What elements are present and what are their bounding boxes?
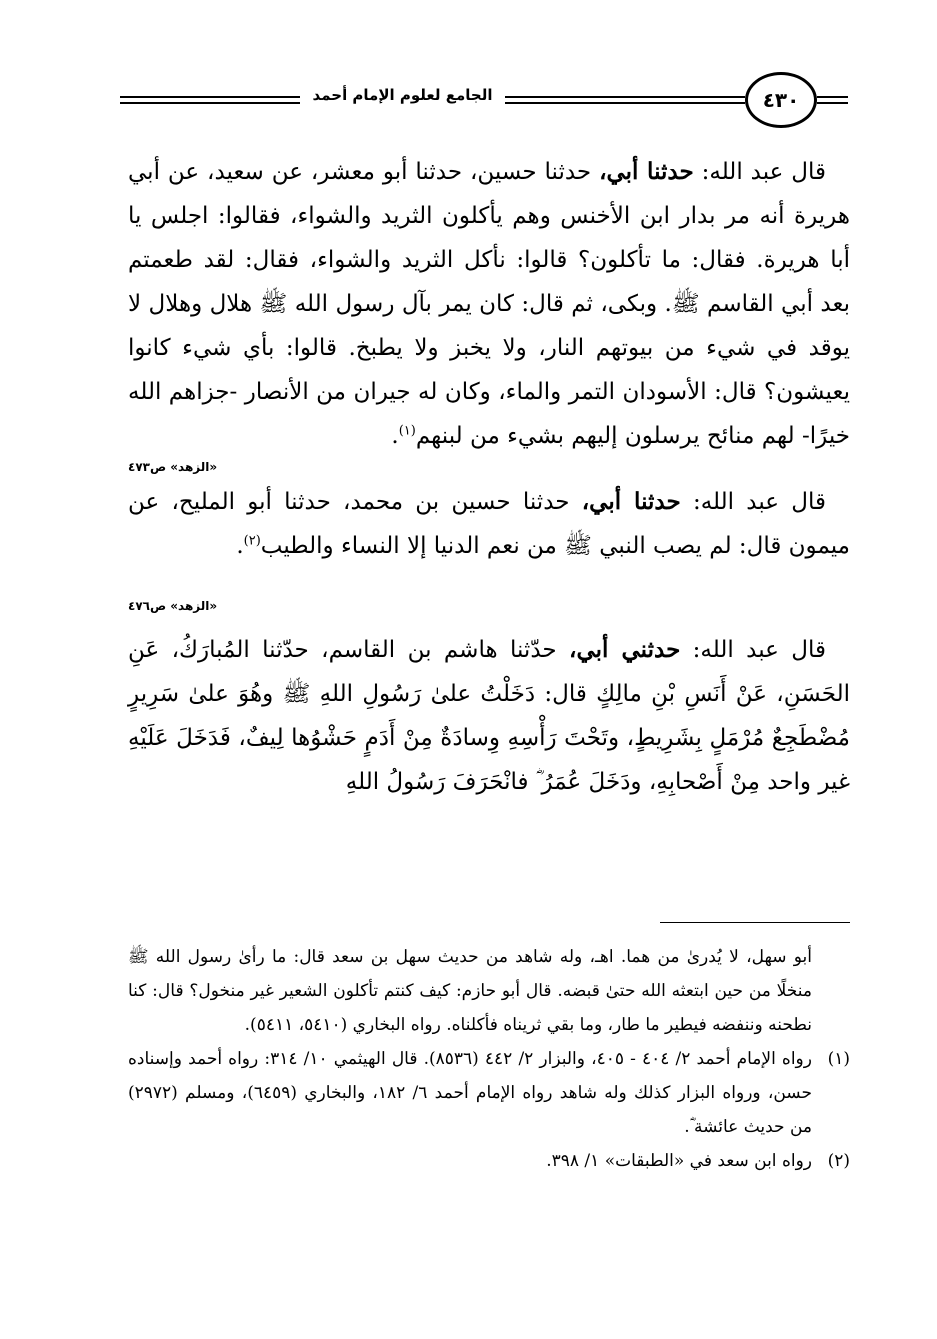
narration-lead: قال عبد الله:: [680, 489, 826, 515]
narration-text: حدّثنا هاشم بن القاسم، حدّثنا المُبارَكُ، عَنِ الحَسَنِ، عَنْ أَنَسِ بْنِ مالِكٍ قال: دَخَلْتُ علىٰ رَسُولِ اللهِ ﷺ وهُوَ علىٰ سَرِيرٍ مُضْطَجِعٌ مُرْمَلٍ بِشَرِيطٍ، وتَحْتَ رَأْسِهِ وِسادَةٌ مِنْ أَدَمٍ حَشْوُها لِيفٌ، فَدَخَلَ عَلَيْهِ غير واحد مِنْ أَصْحابِهِ، ودَخَلَ عُمَرُ ؓ فانْحَرَفَ رَسُولُ اللهِ: [128, 637, 850, 795]
hadith-paragraph-3: [128, 628, 850, 804]
source-citation-2: «الزهد» ص٤٧٦: [128, 599, 218, 613]
narration-lead: قال عبد الله:: [693, 159, 826, 185]
footnote-continuation: أبو سهل، لا يُدرىٰ من هما. اهـ، وله شاهد من حديث سهل بن سعد قال: ما رأىٰ رسول الله ﷺ منخلًا من حين ابتعثه الله حتىٰ قبضه. قال أبو حازم: كيف كنتم تأكلون الشعير غير منخول؟ قال: كنا نطحنه وننفضه فيطير ما طار، وما بقي ثريناه فأكلناه. رواه البخاري (٥٤١٠، ٥٤١١).: [128, 947, 812, 1035]
narration-end: .: [236, 533, 244, 559]
footnote-text: رواه ابن سعد في «الطبقات» ١/ ٣٩٨.: [546, 1151, 812, 1171]
narration-chain-bold: حدثنا أبي،: [581, 488, 681, 515]
narration-text: حدثنا حسين، حدثنا أبو معشر، عن سعيد، عن أبي هريرة أنه مر بدار ابن الأخنس وهم يأكلون الثريد والشواء، فقالوا: اجلس يا أبا هريرة. فقال: ما تأكلون؟ قالوا: نأكل الثريد والشواء، فقال: لقد طعمتم بعد أبي القاسم ﷺ. وبكى، ثم قال: كان يمر بآل رسول الله ﷺ هلال وهلال لا يوقد في شيء من بيوتهم النار، ولا يخبز ولا يطبخ. قالوا: بأي شيء كانوا يعيشون؟ قال: الأسودان التمر والماء، وكان له جيران من الأنصار -جزاهم الله خيرًا- لهم منائح يرسلون إليهم بشيء من لبنهم: [128, 159, 850, 449]
page-header: [120, 72, 848, 128]
footnote-ref-2: (٢): [243, 533, 261, 549]
footnote-number: (١): [827, 1049, 850, 1069]
footnote-2: [128, 1144, 850, 1178]
header-rule-right-bottom: [817, 102, 848, 104]
hadith-paragraph-2: [128, 480, 850, 613]
narration-text: حدثنا حسين بن محمد، حدثنا أبو المليح، عن ميمون قال: لم يصب النبي ﷺ من نعم الدنيا إلا النساء والطيب: [128, 489, 850, 559]
footnote-number: (٢): [827, 1151, 850, 1171]
footnote-ref-1: (١): [398, 423, 416, 439]
page-number: ٤٣٠: [762, 88, 800, 112]
footnote-text: رواه الإمام أحمد ٢/ ٤٠٤ - ٤٠٥، والبزار ٢/ ٤٤٢ (٨٥٣٦). قال الهيثمي ١٠/ ٣١٤: رواه أحمد وإسناده حسن، ورواه البزار كذلك وله شاهد رواه الإمام أحمد ٦/ ١٨٢، والبخاري (٦٤٥٩)، ومسلم (٢٩٧٢) من حديث عائشة ؓ.: [128, 1049, 812, 1137]
narration-end: .: [391, 423, 399, 449]
page-number-badge: [745, 72, 817, 128]
hadith-paragraph-1: [128, 150, 850, 458]
footnote-separator: [660, 922, 850, 923]
narration-chain-bold: حدثنا أبي،: [599, 158, 694, 185]
header-rule-right-top: [817, 96, 848, 98]
running-title: الجامع لعلوم الإمام أحمد: [300, 86, 505, 104]
narration-chain-bold: حدثني أبي،: [569, 636, 681, 663]
narration-lead: قال عبد الله:: [680, 637, 826, 663]
main-text: [128, 150, 850, 804]
source-citation-1: «الزهد» ص٤٧٣: [128, 460, 218, 474]
footnote-1: [128, 1042, 850, 1144]
footnotes: [128, 940, 850, 1178]
